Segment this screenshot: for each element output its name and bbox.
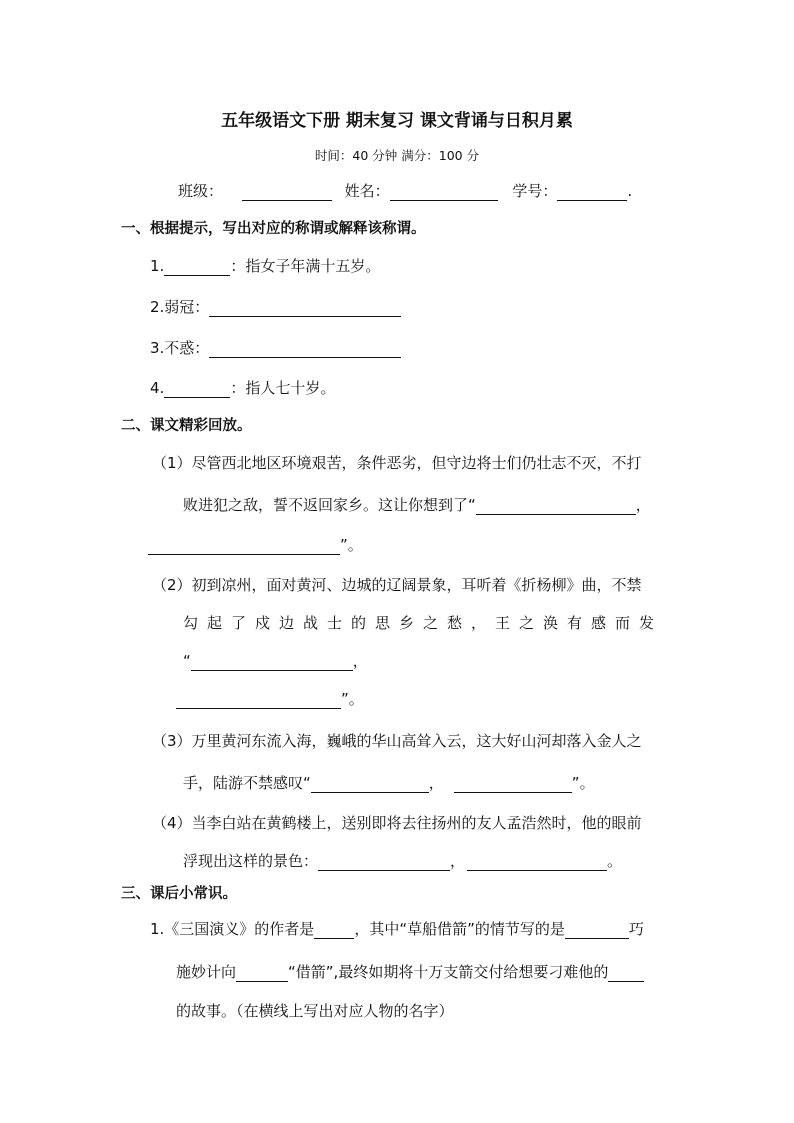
s2-p2-blank1[interactable] [191,654,353,671]
s2-p1-blank2[interactable] [148,538,340,555]
s2-p4-end: 。 [607,852,623,870]
s2-p3-line1: （3）万里黄河东流入海，巍峨的华山高耸入云，这大好山河却落入金人之 [152,732,642,750]
class-blank[interactable] [242,184,332,201]
section2-heading: 二、课文精彩回放。 [121,418,252,434]
s2-p3-line2 [183,772,595,793]
s1-q4 [150,377,335,398]
s3-rival-blank[interactable] [608,965,644,982]
s2-p2-blank2[interactable] [176,692,341,709]
s3-q1-part-e: “借箭”,最终如期将十万支箭交付给想要刁难他的 [288,963,609,981]
exam-info: 时间：40 分钟 满分：100 分 [314,148,480,163]
s2-p1-line1: （1）尽管西北地区环境艰苦，条件恶劣，但守边将士们仍壮志不灭，不打 [152,454,642,472]
s1-q1-text: ：指女子年满十五岁。 [230,257,381,275]
s2-p4-line2 [183,850,622,871]
s2-p4-prompt: 浮现出这样的景色： [183,852,319,870]
s1-q2-text: 2.弱冠： [150,298,210,316]
s2-p1-blank1[interactable] [476,498,636,515]
s1-q4-blank[interactable] [164,381,230,398]
s1-q3-blank[interactable] [209,341,401,358]
s2-p2-line1: （2）初到凉州，面对黄河、边城的辽阔景象，耳听着《折杨柳》曲，不禁 [152,576,642,594]
s1-q4-number: 4. [150,379,165,397]
s3-q1-line1 [150,918,644,939]
s1-q3 [150,337,401,358]
s2-p3-blank1[interactable] [311,776,429,793]
page-title: 五年级语文下册 期末复习 课文背诵与日积月累 [221,111,573,131]
s1-q1-number: 1. [150,257,165,275]
student-info-row [178,180,632,201]
s1-q2-blank[interactable] [209,300,401,317]
s2-p3-end: ”。 [571,774,595,792]
s3-q1-line3: 的故事。（在横线上写出对应人物的名字） [176,1002,454,1020]
s3-q1-part-b: ，其中“草船借箭”的情节写的是 [354,920,565,938]
id-label: 学号： [512,182,558,200]
s2-p2-comma: ， [352,652,368,670]
s3-strategist-blank[interactable] [565,922,629,939]
s2-p4-comma: ， [450,852,466,870]
s1-q4-text: ：指人七十岁。 [230,379,336,397]
section1-heading: 一、根据提示，写出对应的称谓或解释该称谓。 [121,221,426,237]
s2-p1-line3 [148,534,363,555]
s2-p2-end: ”。 [341,690,364,708]
s2-p4-blank1[interactable] [318,854,450,871]
section3-heading: 三、课后小常识。 [121,886,237,902]
s3-q1-line2 [176,961,644,982]
s3-lender-blank[interactable] [236,965,288,982]
s3-q1-part-c: 巧 [628,920,644,938]
s1-q3-text: 3.不惑： [150,339,210,357]
s2-p3-blank2[interactable] [454,776,572,793]
s3-q1-part-d: 施妙计向 [176,963,237,981]
s2-p1-end: ”。 [340,536,363,554]
s2-p3-prompt: 手，陆游不禁感叹“ [183,774,311,792]
s1-q2 [150,296,401,317]
s1-q1-blank[interactable] [164,259,230,276]
s2-p4-blank2[interactable] [467,854,607,871]
s1-q1 [150,255,380,276]
s3-author-blank[interactable] [314,922,354,939]
s2-p2-line3 [183,650,368,671]
s2-p3-comma: ， [428,774,444,792]
s2-p4-line1: （4）当李白站在黄鹤楼上，送别即将去往扬州的友人孟浩然时，他的眼前 [152,814,642,832]
id-end: . [627,182,633,200]
s2-p2-line2: 勾起了戍边战士的思乡之愁，王之涣有感而发 [183,614,664,632]
name-label: 姓名： [344,182,390,200]
s2-p1-comma: ， [635,496,651,514]
s3-q1-part-a: 1.《三国演义》的作者是 [150,920,315,938]
s2-p2-line4 [176,688,364,709]
s2-p2-open: “ [183,652,191,670]
name-blank[interactable] [390,184,498,201]
s2-p1-prompt: 败进犯之敌，誓不返回家乡。这让你想到了“ [183,496,476,514]
id-blank[interactable] [557,184,627,201]
class-label: 班级： [178,182,224,200]
s2-p1-line2 [183,494,651,515]
